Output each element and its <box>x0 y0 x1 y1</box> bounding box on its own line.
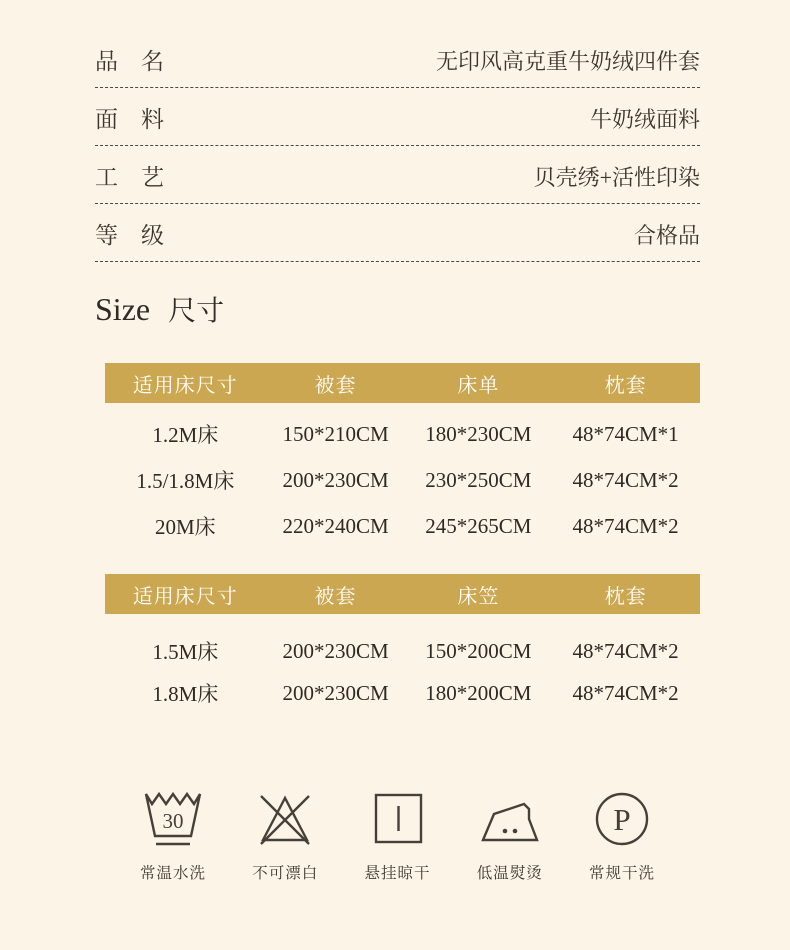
svg-text:30: 30 <box>162 809 184 833</box>
table-row <box>105 503 700 549</box>
care-instructions <box>95 786 700 883</box>
column-header: 适用床尺寸 <box>132 585 238 608</box>
table-cell: 245*265CM <box>425 513 532 538</box>
table-row <box>105 457 700 503</box>
dry-clean-icon <box>590 786 654 852</box>
spec-value: 牛奶绒面料 <box>589 107 700 132</box>
table-row <box>105 630 700 672</box>
table-row <box>105 411 700 457</box>
table-cell: 1.5/1.8M床 <box>136 469 235 493</box>
spec-label: 等 级 <box>95 223 164 248</box>
spec-value: 合格品 <box>633 223 700 248</box>
column-header: 枕套 <box>604 585 647 608</box>
spec-label: 工 艺 <box>95 165 164 190</box>
table-cell: 48*74CM*2 <box>572 467 679 492</box>
size-title-en: Size <box>95 291 151 327</box>
table-cell: 200*230CM <box>282 680 389 705</box>
table-cell: 48*74CM*2 <box>572 680 679 705</box>
svg-text:P: P <box>613 802 631 837</box>
spec-value: 贝壳绣+活性印染 <box>533 165 700 190</box>
column-header: 被套 <box>314 374 357 397</box>
care-label: 不可漂白 <box>252 865 319 882</box>
table-cell: 220*240CM <box>282 513 389 538</box>
table-cell: 1.2M床 <box>152 423 219 447</box>
table-cell: 180*230CM <box>425 421 532 446</box>
table-body <box>105 630 700 714</box>
table-cell: 20M床 <box>154 515 216 539</box>
table-cell: 48*74CM*1 <box>572 421 679 446</box>
care-item-wash <box>127 786 219 883</box>
table-cell: 230*250CM <box>425 467 532 492</box>
column-header: 床单 <box>457 374 500 397</box>
spec-row-fabric <box>95 88 700 146</box>
spec-value: 无印风高克重牛奶绒四件套 <box>435 49 700 74</box>
spec-list <box>95 30 700 262</box>
spec-row-craft <box>95 146 700 204</box>
column-header: 被套 <box>314 585 357 608</box>
size-title-zh: 尺寸 <box>168 296 225 327</box>
table-cell: 180*200CM <box>425 680 532 705</box>
care-label: 常规干洗 <box>588 865 655 882</box>
table-cell: 48*74CM*2 <box>572 638 679 663</box>
care-label: 悬挂晾干 <box>364 865 431 882</box>
care-item-no-bleach <box>239 786 331 883</box>
table-cell: 200*230CM <box>282 467 389 492</box>
table-cell: 1.8M床 <box>152 682 219 706</box>
table-cell: 150*210CM <box>282 421 389 446</box>
column-header: 床笠 <box>457 585 500 608</box>
table-cell: 1.5M床 <box>152 640 219 664</box>
size-table-fitted-sheet <box>105 574 700 714</box>
column-header: 适用床尺寸 <box>132 374 238 397</box>
care-item-hang-dry <box>352 786 444 883</box>
column-header: 枕套 <box>604 374 647 397</box>
table-cell: 200*230CM <box>282 638 389 663</box>
table-body <box>105 411 700 549</box>
size-section-title <box>95 289 700 329</box>
care-item-dry-clean <box>576 786 668 883</box>
hang-dry-icon <box>366 786 430 852</box>
table-header-row <box>105 363 700 403</box>
spec-row-name <box>95 30 700 88</box>
care-item-iron-low <box>464 786 556 883</box>
spec-row-grade <box>95 204 700 262</box>
size-table-flat-sheet <box>105 363 700 549</box>
table-cell: 150*200CM <box>425 638 532 663</box>
spec-label: 品 名 <box>95 49 164 74</box>
iron-low-icon <box>478 786 542 852</box>
care-label: 常温水洗 <box>139 865 206 882</box>
table-cell: 48*74CM*2 <box>572 513 679 538</box>
spec-label: 面 料 <box>95 107 164 132</box>
table-row <box>105 672 700 714</box>
no-bleach-icon <box>253 786 317 852</box>
wash-30-icon <box>141 786 205 852</box>
table-header-row <box>105 574 700 614</box>
care-label: 低温熨烫 <box>476 865 543 882</box>
